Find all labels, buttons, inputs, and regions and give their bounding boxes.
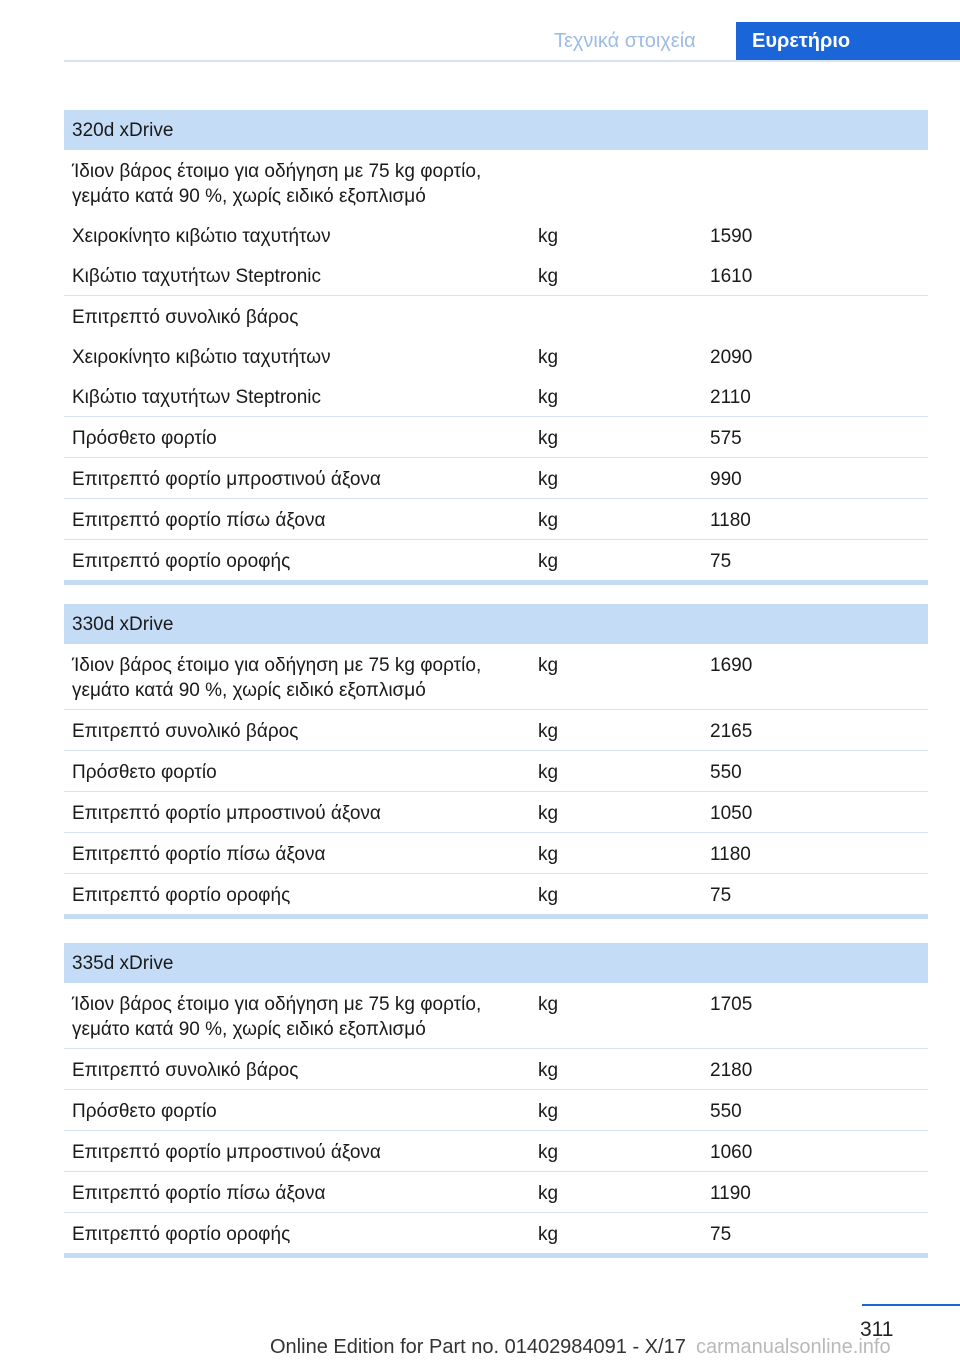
row-value: 75	[710, 551, 732, 572]
row-label-line: γεμάτο κατά 90 %, χωρίς ειδικό εξοπλισμό	[72, 1019, 426, 1040]
model-header: 320d xDrive	[64, 110, 928, 150]
page-number: 311	[860, 1318, 894, 1341]
row-label-line: Ίδιον βάρος έτοιμο για οδήγηση με 75 kg φορτίο,	[72, 994, 482, 1015]
row-value: 1190	[710, 1183, 751, 1204]
row-label	[64, 653, 538, 703]
table-row	[64, 710, 928, 751]
model-header: 330d xDrive	[64, 604, 928, 644]
row-label: Επιτρεπτό φορτίο οροφής	[72, 1224, 291, 1245]
row-value: 75	[710, 1224, 732, 1245]
row-value: 2180	[710, 1060, 753, 1081]
tab-technical-data[interactable]: Τεχνικά στοιχεία	[554, 30, 696, 52]
row-label	[64, 159, 538, 209]
spec-table-335d	[64, 943, 928, 1258]
row-unit: kg	[538, 266, 559, 287]
row-label: Χειροκίνητο κιβώτιο ταχυτήτων	[72, 347, 331, 368]
row-label	[64, 992, 538, 1042]
table-row	[64, 150, 928, 215]
table-row	[64, 833, 928, 874]
row-label: Πρόσθετο φορτίο	[72, 1101, 217, 1122]
row-value: 1060	[710, 1142, 753, 1163]
row-label: Κιβώτιο ταχυτήτων Steptronic	[72, 266, 322, 287]
row-label: Επιτρεπτό φορτίο πίσω άξονα	[72, 844, 326, 865]
row-label: Επιτρεπτό συνολικό βάρος	[72, 1060, 299, 1081]
row-label: Επιτρεπτό συνολικό βάρος	[72, 307, 299, 328]
row-unit: kg	[538, 510, 559, 531]
table-row	[64, 644, 928, 710]
row-label: Επιτρεπτό φορτίο πίσω άξονα	[72, 1183, 326, 1204]
row-label: Επιτρεπτό φορτίο πίσω άξονα	[72, 510, 326, 531]
row-value: 550	[710, 762, 742, 783]
row-label-line: γεμάτο κατά 90 %, χωρίς ειδικό εξοπλισμό	[72, 680, 426, 701]
row-unit: kg	[538, 428, 559, 449]
row-label: Επιτρεπτό φορτίο μπροστινού άξονα	[72, 1142, 381, 1163]
row-label: Πρόσθετο φορτίο	[72, 428, 217, 449]
row-unit: kg	[538, 1101, 559, 1122]
table-row	[64, 1131, 928, 1172]
row-label: Πρόσθετο φορτίο	[72, 762, 217, 783]
table-row	[64, 255, 928, 296]
table-row	[64, 1049, 928, 1090]
table-row	[64, 499, 928, 540]
table-row	[64, 751, 928, 792]
table-row	[64, 874, 928, 914]
row-value: 550	[710, 1101, 742, 1122]
row-value: 1590	[710, 226, 753, 247]
row-label: Επιτρεπτό συνολικό βάρος	[72, 721, 299, 742]
row-unit: kg	[538, 885, 559, 906]
table-row	[64, 1213, 928, 1253]
table-row	[64, 983, 928, 1049]
table-row	[64, 215, 928, 255]
model-header: 335d xDrive	[64, 943, 928, 983]
row-unit: kg	[538, 721, 559, 742]
footer-rule	[862, 1304, 960, 1306]
row-value: 1610	[710, 266, 753, 287]
row-value: 1690	[710, 655, 753, 676]
table-row	[64, 458, 928, 499]
row-unit: kg	[538, 803, 559, 824]
row-value: 575	[710, 428, 742, 449]
row-label: Επιτρεπτό φορτίο οροφής	[72, 551, 291, 572]
row-unit: kg	[538, 844, 559, 865]
row-unit: kg	[538, 551, 559, 572]
row-label: Επιτρεπτό φορτίο μπροστινού άξονα	[72, 803, 381, 824]
row-label: Κιβώτιο ταχυτήτων Steptronic	[72, 387, 322, 408]
row-label-line: Ίδιον βάρος έτοιμο για οδήγηση με 75 kg φορτίο,	[72, 161, 482, 182]
table-end-rule	[64, 580, 928, 585]
row-unit: kg	[538, 469, 559, 490]
header-divider	[64, 60, 960, 62]
row-value: 2165	[710, 721, 753, 742]
table-row	[64, 376, 928, 417]
row-unit: kg	[538, 1183, 559, 1204]
table-row	[64, 1172, 928, 1213]
row-value: 75	[710, 885, 732, 906]
row-unit: kg	[538, 226, 559, 247]
row-value: 1180	[710, 844, 751, 865]
watermark: carmanualsonline.info	[696, 1336, 891, 1358]
row-label: Επιτρεπτό φορτίο οροφής	[72, 885, 291, 906]
row-value: 2110	[710, 387, 751, 408]
table-row	[64, 1090, 928, 1131]
row-label: Χειροκίνητο κιβώτιο ταχυτήτων	[72, 226, 331, 247]
row-label: Επιτρεπτό φορτίο μπροστινού άξονα	[72, 469, 381, 490]
row-value: 1050	[710, 803, 753, 824]
spec-table-320d	[64, 110, 928, 585]
table-end-rule	[64, 1253, 928, 1258]
row-unit: kg	[538, 994, 559, 1015]
row-value: 990	[710, 469, 742, 490]
table-row	[64, 540, 928, 580]
row-value: 1180	[710, 510, 751, 531]
row-label-line: γεμάτο κατά 90 %, χωρίς ειδικό εξοπλισμό	[72, 186, 426, 207]
row-unit: kg	[538, 347, 559, 368]
row-value: 1705	[710, 994, 753, 1015]
table-row	[64, 336, 928, 376]
spec-table-330d	[64, 604, 928, 919]
table-row	[64, 417, 928, 458]
table-row	[64, 792, 928, 833]
row-unit: kg	[538, 387, 559, 408]
row-unit: kg	[538, 1142, 559, 1163]
tab-index[interactable]: Ευρετήριο	[736, 22, 960, 62]
row-unit: kg	[538, 762, 559, 783]
row-value: 2090	[710, 347, 753, 368]
row-label-line: Ίδιον βάρος έτοιμο για οδήγηση με 75 kg φορτίο,	[72, 655, 482, 676]
page-header	[0, 0, 960, 62]
edition-note: Online Edition for Part no. 01402984091 - X/17	[270, 1336, 686, 1358]
table-end-rule	[64, 914, 928, 919]
row-unit: kg	[538, 1060, 559, 1081]
row-unit: kg	[538, 1224, 559, 1245]
row-unit: kg	[538, 655, 559, 676]
table-row	[64, 296, 928, 336]
